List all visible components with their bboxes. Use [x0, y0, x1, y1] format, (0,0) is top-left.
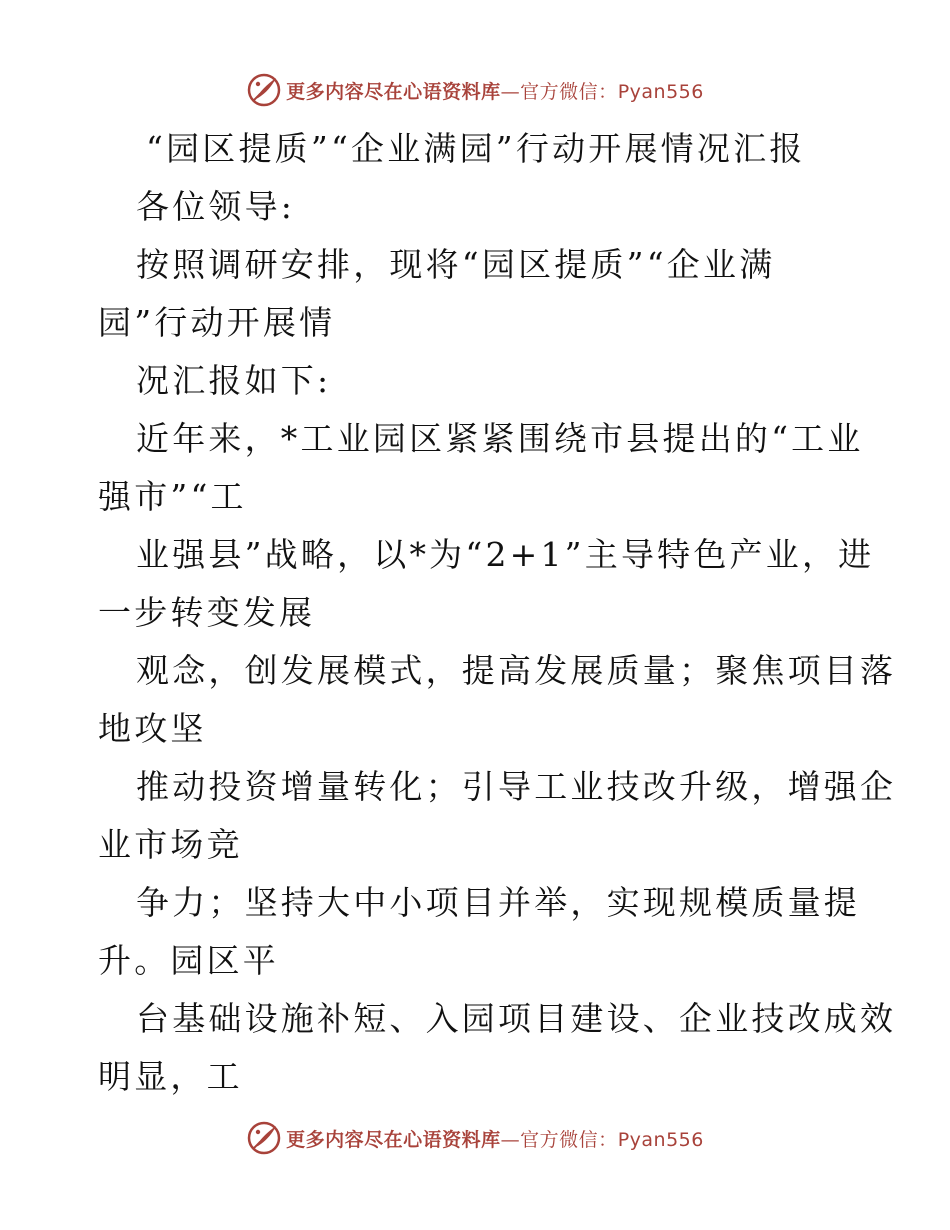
paragraph-line: 台基础设施补短、入园项目建设、企业技改成效 — [136, 999, 897, 1038]
watermark-separator: — — [500, 1128, 521, 1151]
watermark-text — [286, 1125, 704, 1152]
document-body — [98, 120, 897, 1106]
watermark-wechat-label: 官方微信： — [520, 1128, 618, 1151]
watermark-wechat-label: 官方微信： — [520, 80, 618, 103]
header-watermark — [0, 70, 950, 110]
watermark-inner — [246, 1120, 704, 1156]
watermark-text — [286, 77, 704, 104]
paragraph-line: 近年来，*工业园区紧紧围绕市县提出的“工业 — [136, 419, 864, 458]
salutation-line: 各位领导: — [136, 187, 296, 226]
watermark-brand: 更多内容尽在心语资料库 — [286, 1128, 501, 1151]
document-title: “园区提质”“企业满园”行动开展情况汇报 — [146, 129, 806, 168]
footer-watermark — [0, 1118, 950, 1158]
paragraph-line: 园”行动开展情 — [98, 303, 336, 342]
paragraph-line: 况汇报如下: — [136, 361, 332, 400]
paragraph-line: 观念，创发展模式，提高发展质量；聚焦项目落 — [136, 651, 897, 690]
paragraph-line: 推动投资增量转化；引导工业技改升级，增强企 — [136, 767, 897, 806]
watermark-separator: — — [500, 80, 521, 103]
paragraph-line: 升。园区平 — [98, 941, 279, 980]
watermark-wechat-id: Pyan556 — [617, 80, 704, 103]
watermark-inner — [246, 72, 704, 108]
paragraph-line: 强市”“工 — [98, 477, 247, 516]
paragraph-line: 地攻坚 — [98, 709, 207, 748]
paragraph-line: 按照调研安排，现将“园区提质”“企业满 — [136, 245, 776, 284]
paragraph-line: 业强县”战略，以*为“2+1”主导特色产业，进 — [136, 535, 875, 574]
paragraph-line: 一步转变发展 — [98, 593, 316, 632]
paragraph-line: 业市场竞 — [98, 825, 243, 864]
quill-logo-icon — [246, 72, 282, 108]
quill-logo-icon — [246, 1120, 282, 1156]
paragraph-line: 明显，工 — [98, 1057, 243, 1096]
paragraph-line: 争力；坚持大中小项目并举，实现规模质量提 — [136, 883, 860, 922]
watermark-brand: 更多内容尽在心语资料库 — [286, 80, 501, 103]
watermark-wechat-id: Pyan556 — [617, 1128, 704, 1151]
